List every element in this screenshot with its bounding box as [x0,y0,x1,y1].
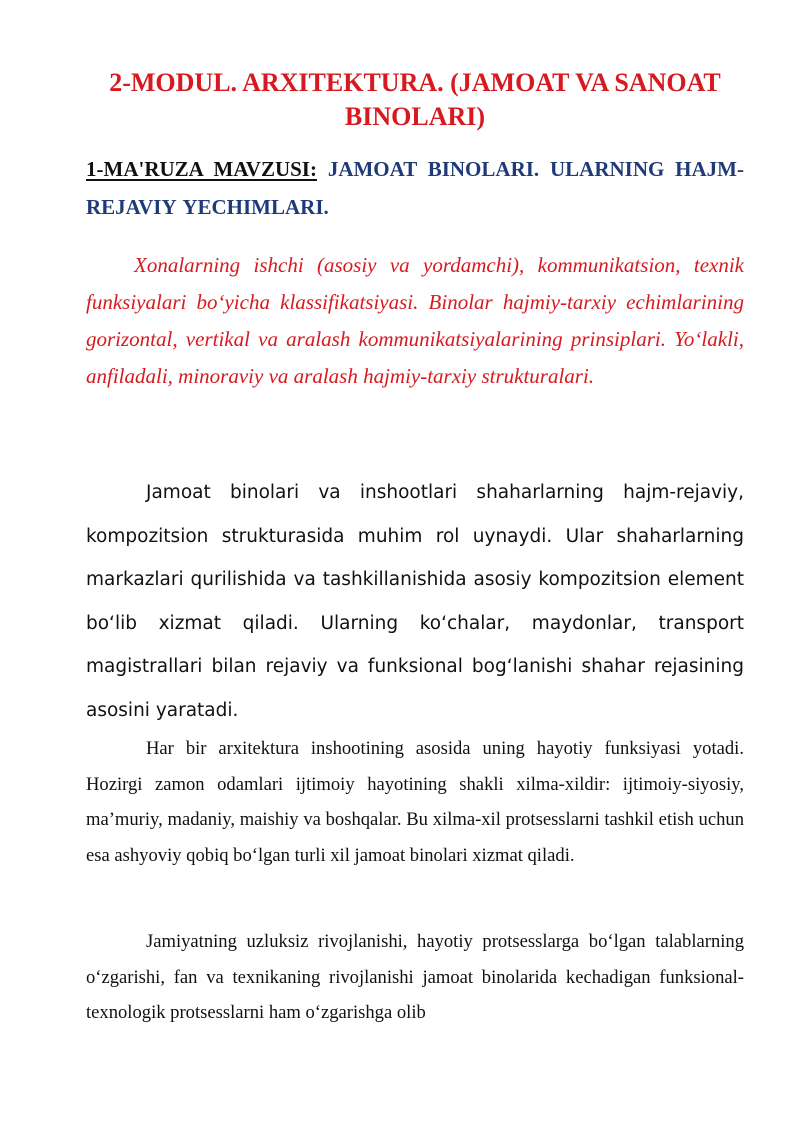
lecture-label: 1-MA'RUZA MAVZUSI: [86,157,317,181]
lecture-abstract: Xonalarning ishchi (asosiy va yordamchi), kommunikatsion, texnik funksiyalari bo‘yicha klassifikatsiyasi. Binolar hajmiy-tarxiy echimlarining gorizontal, vertikal va aralash kommunikatsiyalarining prinsiplari. Yo‘lakli, anfiladali, minoraviy va aralash hajmiy-tarxiy strukturalari. [86,253,744,388]
module-title: 2-MODUL. ARXITEKTURA. (JAMOAT VA SANOAT BINOLARI) [109,68,721,131]
body-paragraph-2: Har bir arxitektura inshootining asosida uning hayotiy funksiyasi yotadi. Hozirgi zamon odamlari ijtimoiy hayotining shakli xilma-xildir: ijtimoiy-siyosiy, ma’muriy, madaniy, maishiy va boshqalar. Bu xilma-xil protsesslarni tashkil etish uchun esa ashyoviy qobiq bo‘lgan turli xil jamoat binolari xizmat qiladi. [86,738,744,866]
body-paragraph-1: Jamoat binolari va inshootlari shaharlarning hajm-rejaviy, kompozitsion strukturasida muhim rol uynaydi. Ular shaharlarning markazlari qurilishida va tashkillanishida asosiy kompozitsion element bo‘lib xizmat qiladi. Ularning ko‘chalar, maydonlar, transport magistrallari bilan rejaviy va funksional bog‘lanishi shahar rejasining asosini yaratadi. [86,482,744,721]
lecture-heading [86,150,744,226]
body-paragraph-3: Jamiyatning uzluksiz rivojlanishi, hayotiy protsesslarga bo‘lgan talablarning o‘zgarishi, fan va texnikaning rivojlanishi jamoat binolarida kechadigan funksional-texnologik protsesslarni ham o‘zgarishga olib [86,931,744,1023]
lecture-topic-text: JAMOAT BINOLARI. ULARNING HAJM-REJAVIY YECHIMLARI. [86,157,744,219]
